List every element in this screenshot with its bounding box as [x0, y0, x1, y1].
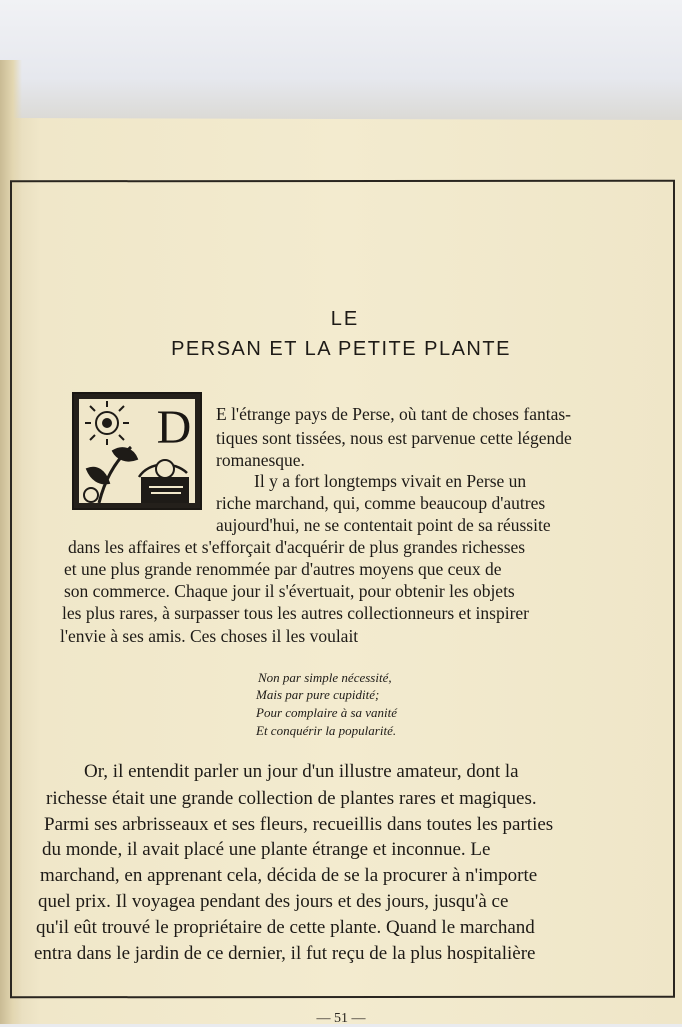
text-line: dans les affaires et s'efforçait d'acquérir de plus grandes richesses: [68, 537, 526, 557]
background-surface: [0, 0, 682, 130]
text-line: et une plus grande renommée par d'autres moyens que ceux de: [64, 559, 502, 579]
text-line: aujourd'hui, ne se contentait point de sa réussite: [216, 515, 551, 535]
verse-line: Et conquérir la popularité.: [256, 723, 397, 738]
text-line: riche marchand, qui, comme beaucoup d'autres: [216, 493, 546, 513]
verse-line: Mais par pure cupidité;: [256, 687, 380, 702]
text-line: qu'il eût trouvé le propriétaire de cette plante. Quand le marchand: [36, 917, 535, 938]
page-number: — 51 —: [316, 1011, 366, 1026]
text-line: quel prix. Il voyagea pendant des jours et des jours, jusqu'à ce: [38, 891, 509, 912]
verse-line: Non par simple nécessité,: [258, 670, 392, 685]
text-line: richesse était une grande collection de plantes rares et magiques.: [46, 788, 537, 809]
text-line: romanesque.: [216, 450, 305, 470]
verse-line: Pour complaire à sa vanité: [256, 705, 398, 720]
decorated-initial: [72, 392, 202, 510]
text-line: Or, il entendit parler un jour d'un illustre amateur, dont la: [84, 761, 519, 782]
initial-letter: D: [156, 401, 192, 454]
text-line: Parmi ses arbrisseaux et ses fleurs, recueillis dans toutes les parties: [44, 814, 554, 835]
text-line: E l'étrange pays de Perse, où tant de choses fantas-: [216, 404, 571, 424]
text-line: son commerce. Chaque jour il s'évertuait, pour obtenir les objets: [64, 581, 515, 601]
text-line: entra dans le jardin de ce dernier, il fut reçu de la plus hospitalière: [34, 943, 536, 964]
text-line: marchand, en apprenant cela, décida de se la procurer à n'importe: [40, 865, 538, 886]
text-line: du monde, il avait placé une plante étrange et inconnue. Le: [42, 839, 491, 860]
text-line: l'envie à ses amis. Ces choses il les voulait: [60, 626, 359, 646]
text-line: Il y a fort longtemps vivait en Perse un: [254, 471, 527, 491]
text-line: les plus rares, à surpasser tous les autres collectionneurs et inspirer: [62, 603, 530, 623]
decorated-initial-panel: [79, 399, 195, 503]
text-line: tiques sont tissées, nous est parvenue cette légende: [216, 428, 572, 448]
story-title: PERSAN ET LA PETITE PLANTE: [171, 338, 511, 360]
story-title-article: LE: [330, 308, 360, 330]
